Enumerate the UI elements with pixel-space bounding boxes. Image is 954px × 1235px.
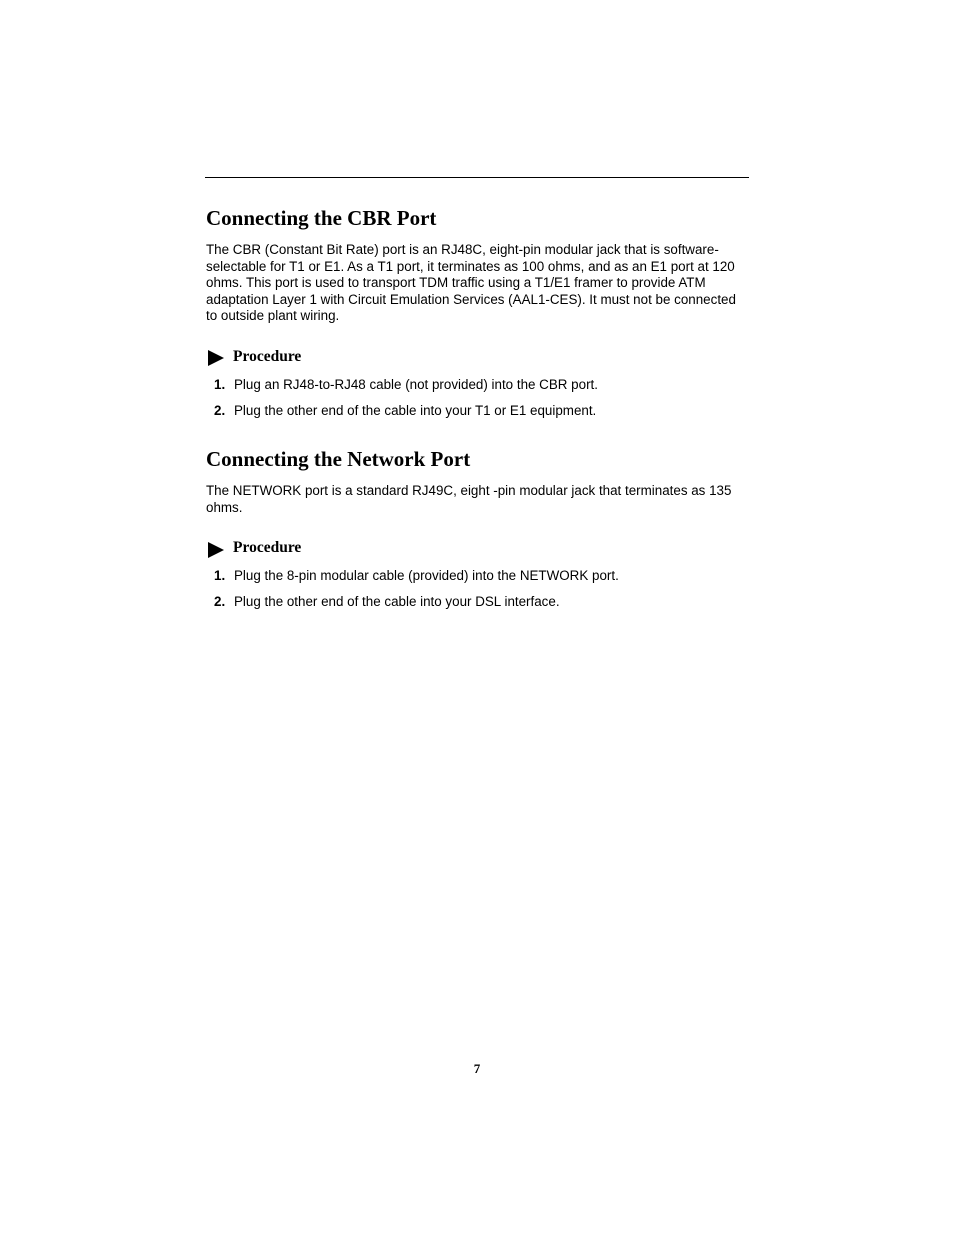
arrow-right-icon (208, 350, 224, 366)
procedure-label: Procedure (233, 539, 302, 556)
page-content (206, 204, 750, 620)
section-body: The NETWORK port is a standard RJ49C, eight -pin modular jack that terminates as 135 ohms. (206, 483, 732, 515)
section-heading: Connecting the Network Port (206, 447, 471, 471)
procedure-header (206, 347, 750, 367)
procedure-steps (206, 568, 750, 611)
step-text: Plug the other end of the cable into your DSL interface. (234, 594, 560, 609)
step-number: 2. (214, 594, 226, 609)
list-item (206, 568, 750, 585)
section-cbr-port (206, 204, 750, 419)
procedure-label: Procedure (233, 347, 302, 365)
section-heading: Connecting the CBR Port (206, 206, 437, 230)
section-body: The CBR (Constant Bit Rate) port is an RJ48C, eight-pin modular jack that is software-selectable for T1 or E1. As a T1 port, it terminates as 100 ohms, and as an E1 port at 120 ohms. This port is used to transport TDM traffic using a T1/E1 framer to provide ATM adaptation Layer 1 with Circuit Emulation Services (AAL1-CES). It must not be connected to outside plant wiring. (206, 242, 736, 323)
procedure-steps (206, 377, 750, 420)
arrow-right-icon (208, 542, 224, 558)
step-number: 2. (214, 402, 226, 418)
header-rule (205, 177, 749, 178)
list-item (206, 377, 750, 394)
step-text: Plug the 8-pin modular cable (provided) into the NETWORK port. (234, 568, 619, 583)
section-network-port (206, 445, 750, 611)
step-text: Plug the other end of the cable into your T1 or E1 equipment. (234, 402, 597, 418)
step-number: 1. (214, 376, 226, 392)
step-number: 1. (214, 568, 226, 583)
list-item (206, 403, 750, 420)
procedure-header (206, 538, 750, 558)
page-number: 7 (473, 1061, 481, 1076)
step-text: Plug an RJ48-to-RJ48 cable (not provided) into the CBR port. (234, 376, 598, 392)
list-item (206, 594, 750, 611)
